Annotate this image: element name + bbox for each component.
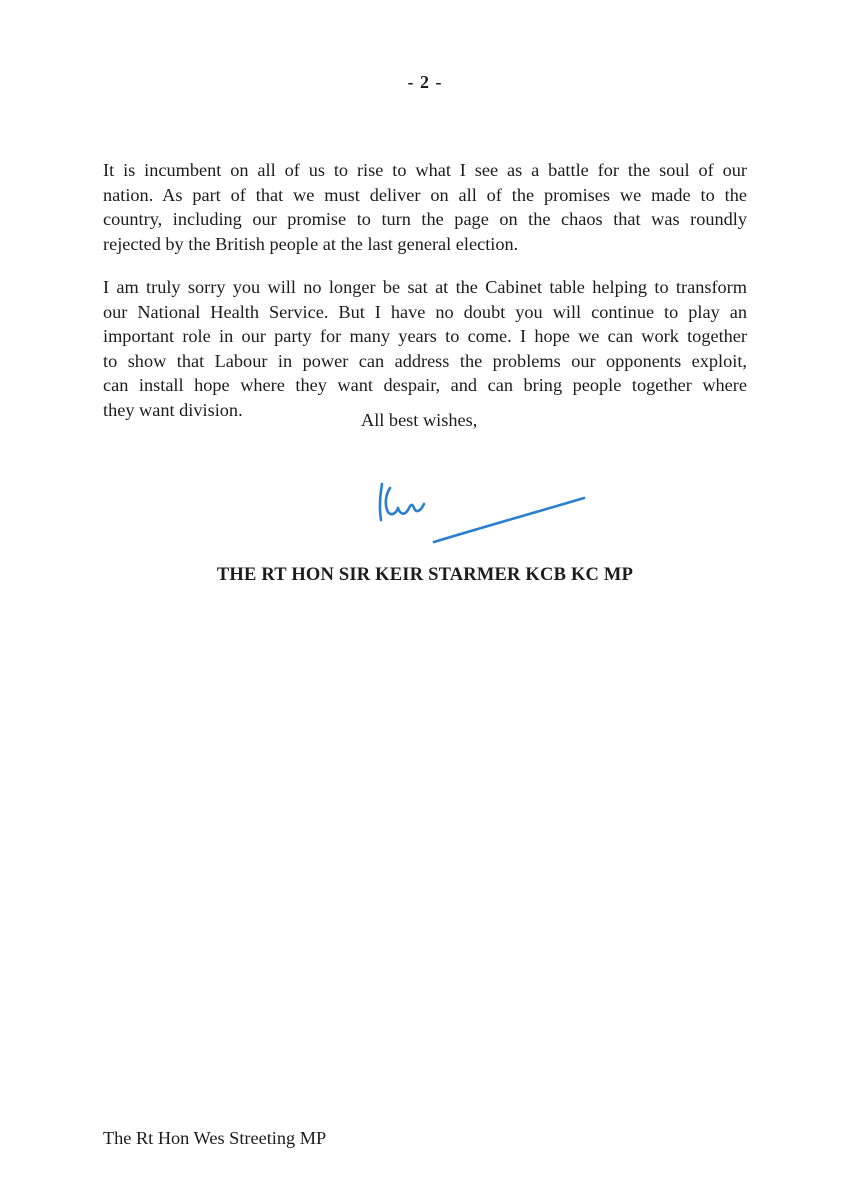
handwritten-signature xyxy=(370,478,600,548)
paragraph-line: our National Health Service. But I have no doubt you will continue to play an xyxy=(103,301,747,322)
paragraph-line: rejected by the British people at the last general election. xyxy=(103,233,519,254)
paragraph-line: I am truly sorry you will no longer be sat at the Cabinet table helping to transform xyxy=(103,277,747,297)
sign-off: All best wishes, xyxy=(361,410,478,430)
body-paragraph-1 xyxy=(103,158,747,256)
paragraph-line: important role in our party for many years to come. I hope we can work together xyxy=(103,326,747,346)
paragraph-line: nation. As part of that we must deliver on all of the promises we made to the xyxy=(103,184,747,205)
recipient-name: The Rt Hon Wes Streeting MP xyxy=(103,1128,327,1148)
paragraph-line: It is incumbent on all of us to rise to what I see as a battle for the soul of our xyxy=(103,160,747,180)
paragraph-line: can install hope where they want despair, and can bring people together where xyxy=(103,375,747,395)
paragraph-line: country, including our promise to turn the page on the chaos that was roundly xyxy=(103,209,747,229)
page-number: - 2 - xyxy=(407,72,443,92)
paragraph-line: they want division. xyxy=(103,399,243,420)
paragraph-line: to show that Labour in power can address the problems our opponents exploit, xyxy=(103,350,747,371)
body-paragraph-2 xyxy=(103,275,747,422)
signatory-name: THE RT HON SIR KEIR STARMER KCB KC MP xyxy=(216,565,634,585)
